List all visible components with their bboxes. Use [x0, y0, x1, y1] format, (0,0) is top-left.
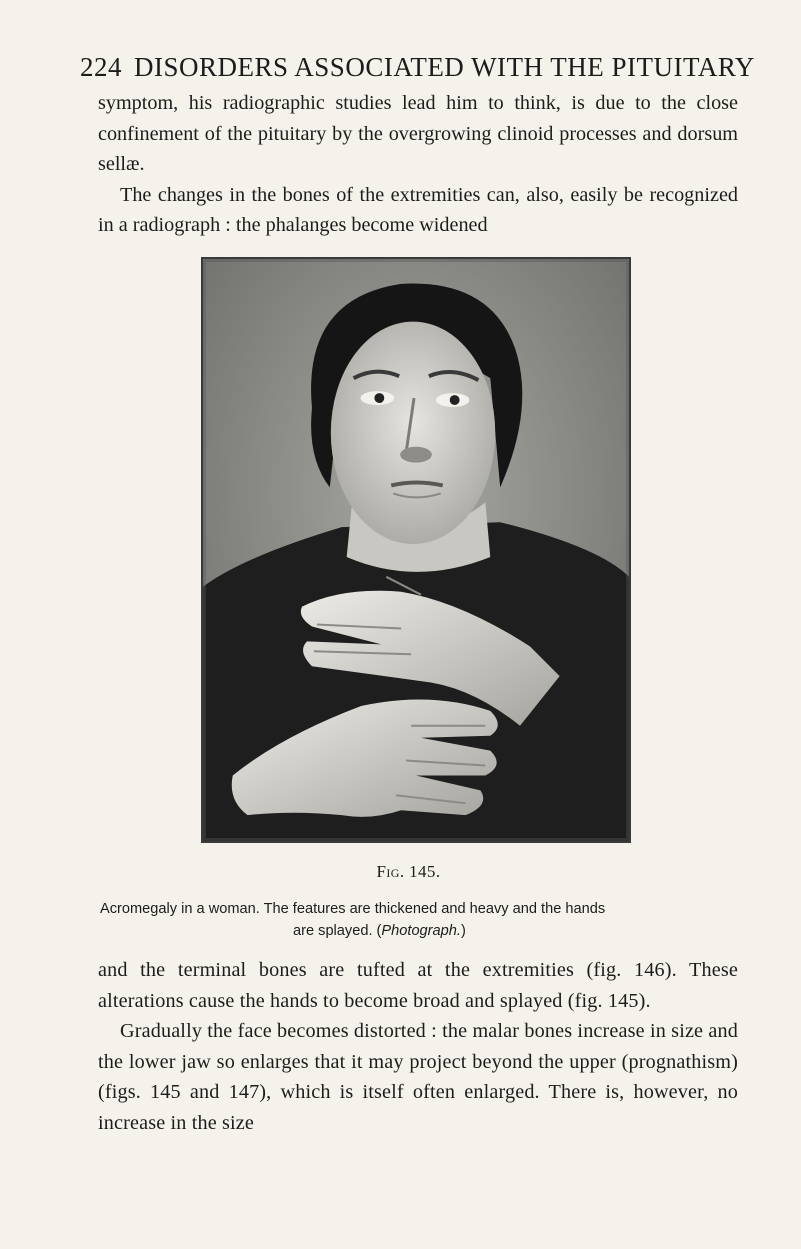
caption-line-1: Acromegaly in a woman. The features are thickened and heavy and the hands	[100, 901, 606, 917]
figure-label-prefix: Fig.	[376, 862, 405, 881]
caption-line-2	[100, 920, 740, 942]
running-head-title: DISORDERS ASSOCIATED WITH THE PITUITARY	[134, 52, 755, 82]
figure-label-number: 145.	[409, 862, 441, 881]
figure-label	[0, 862, 801, 882]
body-text-top	[98, 88, 738, 241]
caption-line-2-suffix: )	[460, 923, 466, 939]
figure-caption	[100, 898, 740, 942]
portrait-photograph-image	[203, 259, 629, 841]
paragraph-face-distortion: Gradually the face becomes distorted : the malar bones increase in size and the lower jaw so enlarges that it may project beyond the upper (prognathism) (figs. 145 and 147), which is itself often enlarged. There is, however, no increase in the size	[98, 1020, 738, 1134]
caption-photograph-note: Photograph.	[381, 923, 461, 939]
figure-photograph	[201, 257, 631, 843]
running-head	[80, 52, 755, 83]
paragraph-tufted-bones: and the terminal bones are tufted at the extremities (fig. 146). These alterations cause the hands to become broad and splayed (fig. 145).	[98, 959, 738, 1012]
caption-line-2-prefix: are splayed. (	[293, 923, 382, 939]
page-number: 224	[80, 52, 122, 82]
paragraph-continued: symptom, his radiographic studies lead him to think, is due to the close confinement of the pituitary by the overgrowing clinoid processes and dorsum sellæ.	[98, 92, 738, 175]
body-text-bottom	[98, 955, 738, 1138]
paragraph-extremities: The changes in the bones of the extremities can, also, easily be recognized in a radiograph : the phalanges become widened	[98, 183, 738, 236]
